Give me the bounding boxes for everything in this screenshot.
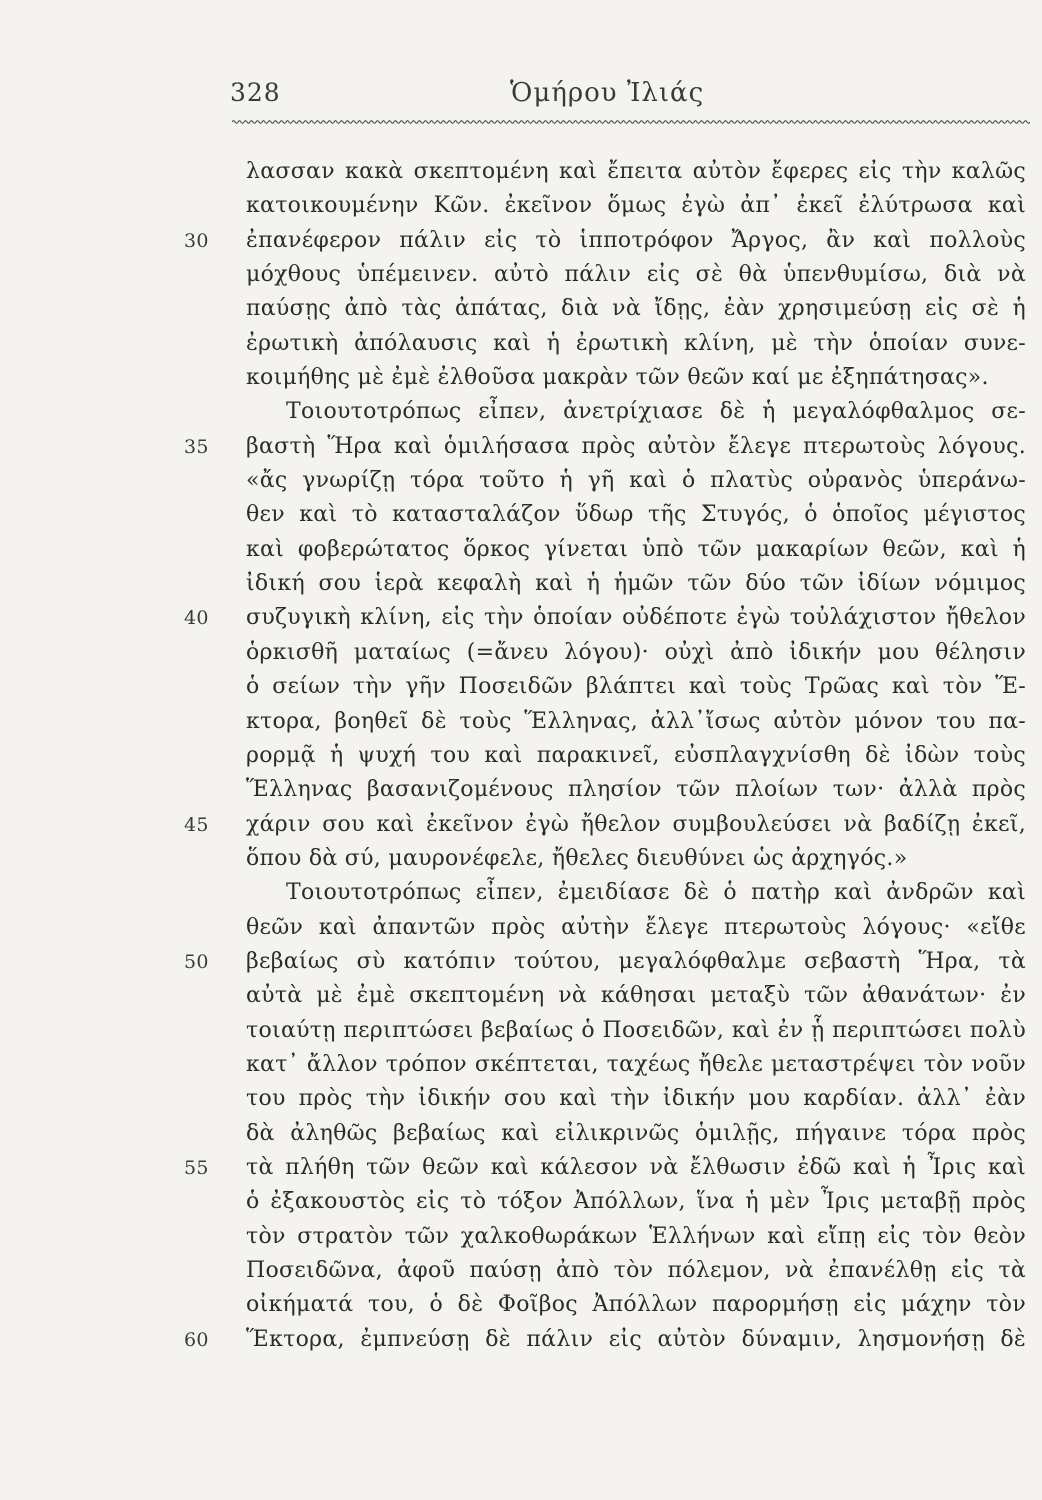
line-text: Ποσειδῶνα, ἀφοῦ παύσῃ ἀπὸ τὸν πόλεμον, νὰ ἐπανέλθῃ εἰς τὰ <box>246 1258 1026 1283</box>
line-text: του πρὸς τὴν ἰδικήν σου καὶ τὴν ἰδικήν μου καρδίαν. ἀλλ᾽ ἐὰν <box>246 1086 1026 1112</box>
line-text: καὶ φοβερώτατος ὅρκος γίνεται ὑπὸ τῶν μακαρίων θεῶν, καὶ ἡ <box>246 536 1026 562</box>
line-text: ὁρκισθῆ ματαίως (=ἄνευ λόγου)· οὐχὶ ἀπὸ ἰδικήν μου θέλησιν <box>246 639 1026 665</box>
text-line <box>246 670 1026 704</box>
line-text: «ἄς γνωρίζῃ τόρα τοῦτο ἡ γῆ καὶ ὁ πλατὺς οὐρανὸς ὑπεράνω- <box>246 468 1026 494</box>
text-line <box>246 292 1026 326</box>
text-line <box>246 189 1026 223</box>
text-line <box>246 1117 1026 1151</box>
text-line <box>246 739 1026 773</box>
text-line <box>246 361 1026 395</box>
text-line <box>246 911 1026 945</box>
running-title: Ὁμήρου Ἰλιάς <box>510 78 705 108</box>
line-text: ὁ ἐξακουστὸς εἰς τὸ τόξον Ἀπόλλων, ἵνα ἡ μὲν Ἶρις μεταβῇ πρὸς <box>246 1189 1026 1215</box>
line-text: ἐρωτικὴ ἀπόλαυσις καὶ ἡ ἐρωτικὴ κλίνη, μὲ τὴν ὁποίαν συνε- <box>246 330 1026 356</box>
text-line <box>246 842 1026 876</box>
line-text: Ἕλληνας βασανιζομένους πλησίον τῶν πλοίων των· ἀλλὰ πρὸς <box>246 777 1026 803</box>
text-line <box>184 430 1026 464</box>
text-line <box>246 1288 1026 1322</box>
text-line <box>184 1323 1026 1357</box>
line-text: κατοικουμένην Κῶν. ἐκεῖνον ὅμως ἐγὼ ἀπ᾽ ἐκεῖ ἐλύτρωσα καὶ <box>246 193 1026 219</box>
text-line <box>246 395 1026 429</box>
line-text: τὸν στρατὸν τῶν χαλκοθωράκων Ἑλλήνων καὶ εἴπῃ εἰς τὸν θεὸν <box>246 1223 1026 1249</box>
text-line <box>246 1254 1026 1288</box>
text-line <box>184 808 1026 842</box>
line-text: λασσαν κακὰ σκεπτομένη καὶ ἔπειτα αὐτὸν ἔφερες εἰς τὴν καλῶς <box>246 159 1026 184</box>
text-line <box>246 1185 1026 1219</box>
line-text: κτορα, βοηθεῖ δὲ τοὺς Ἕλληνας, ἀλλ᾽ἴσως αὐτὸν μόνον του πα- <box>246 708 1026 734</box>
line-text: θεν καὶ τὸ κατασταλάζον ὕδωρ τῆς Στυγός, ὁ ὁποῖος μέγιστος <box>246 502 1026 528</box>
line-number: 30 <box>184 229 209 252</box>
line-text: οἰκήματά του, ὁ δὲ Φοῖβος Ἀπόλλων παρορμήσῃ εἰς μάχην τὸν <box>246 1292 1026 1318</box>
line-text: δὰ ἀληθῶς βεβαίως καὶ εἰλικρινῶς ὁμιλῇς, πήγαινε τόρα πρὸς <box>246 1120 1026 1146</box>
line-text: θεῶν καὶ ἀπαντῶν πρὸς αὐτὴν ἔλεγε πτερωτοὺς λόγους· «εἴθε <box>246 914 1026 940</box>
text-line <box>184 1151 1026 1185</box>
text-line <box>246 567 1026 601</box>
text-line <box>184 945 1026 979</box>
line-text: μόχθους ὑπέμεινεν. αὐτὸ πάλιν εἰς σὲ θὰ ὑπενθυμίσω, διὰ νὰ <box>246 262 1026 288</box>
line-number: 55 <box>184 1156 209 1179</box>
line-text: παύσῃς ἀπὸ τὰς ἀπάτας, διὰ νὰ ἴδῃς, ἐὰν χρησιμεύσῃ εἰς σὲ ἡ <box>246 296 1026 322</box>
line-text: ἰδική σου ἱερὰ κεφαλὴ καὶ ἡ ἡμῶν τῶν δύο τῶν ἰδίων νόμιμος <box>246 571 1026 597</box>
line-text: Ἕκτορα, ἐμπνεύσῃ δὲ πάλιν εἰς αὐτὸν δύναμιν, λησμονήσῃ δὲ <box>246 1326 1026 1352</box>
page-header <box>230 78 1030 118</box>
text-line <box>246 533 1026 567</box>
line-number: 35 <box>184 435 209 458</box>
line-text: τὰ πλήθη τῶν θεῶν καὶ κάλεσον νὰ ἔλθωσιν ἐδῶ καὶ ἡ Ἶρις καὶ <box>246 1154 1026 1180</box>
text-line <box>184 224 1026 258</box>
line-number: 60 <box>184 1328 209 1351</box>
text-line <box>246 1048 1026 1082</box>
header-wavy-rule <box>232 118 1030 126</box>
line-text: κατ᾽ ἄλλον τρόπον σκέπτεται, ταχέως ἤθελε μεταστρέψει τὸν νοῦν <box>246 1051 1026 1077</box>
body-text <box>184 155 1026 1357</box>
text-line <box>246 1014 1026 1048</box>
text-line <box>246 1082 1026 1116</box>
line-text: αὐτὰ μὲ ἐμὲ σκεπτομένη νὰ κάθησαι μεταξὺ τῶν ἀθανάτων· ἐν <box>246 983 1026 1009</box>
line-text: ὅπου δὰ σύ, μαυρονέφελε, ἤθελες διευθύνει ὡς ἀρχηγός.» <box>246 845 908 871</box>
line-text: συζυγικὴ κλίνη, εἰς τὴν ὁποίαν οὐδέποτε ἐγὼ τοὐλάχιστον ἤθελον <box>246 605 1026 631</box>
text-line <box>246 1220 1026 1254</box>
text-line <box>246 464 1026 498</box>
text-line <box>246 327 1026 361</box>
text-line <box>246 636 1026 670</box>
line-number: 40 <box>184 607 209 630</box>
page-number: 328 <box>230 78 281 107</box>
text-line <box>184 601 1026 635</box>
line-text: Τοιουτοτρόπως εἶπεν, ἐμειδίασε δὲ ὁ πατὴρ καὶ ἀνδρῶν καὶ <box>286 880 1026 906</box>
text-line <box>246 498 1026 532</box>
line-text: τοιαύτῃ περιπτώσει βεβαίως ὁ Ποσειδῶν, καὶ ἐν ᾗ περιπτώσει πολὺ <box>246 1017 1026 1043</box>
line-text: κοιμήθης μὲ ἐμὲ ἐλθοῦσα μακρὰν τῶν θεῶν καί με ἐξηπάτησας». <box>246 365 989 391</box>
line-text: Τοιουτοτρόπως εἶπεν, ἀνετρίχιασε δὲ ἡ μεγαλόφθαλμος σε- <box>286 399 1026 425</box>
line-number: 45 <box>184 813 209 836</box>
line-text: χάριν σου καὶ ἐκεῖνον ἐγὼ ἤθελον συμβουλεύσει νὰ βαδίζῃ ἐκεῖ, <box>246 811 1026 837</box>
text-line <box>246 705 1026 739</box>
text-line <box>246 876 1026 910</box>
text-line <box>246 773 1026 807</box>
text-line <box>246 155 1026 189</box>
text-line <box>246 258 1026 292</box>
line-text: ρορμᾷ ἡ ψυχή του καὶ παρακινεῖ, εὐσπλαγχνίσθη δὲ ἰδὼν τοὺς <box>246 742 1026 768</box>
text-line <box>246 979 1026 1013</box>
line-text: βεβαίως σὺ κατόπιν τούτου, μεγαλόφθαλμε σεβαστὴ Ἥρα, τὰ <box>246 948 1026 974</box>
line-text: ἐπανέφερον πάλιν εἰς τὸ ἱπποτρόφον Ἄργος, ἂν καὶ πολλοὺς <box>246 227 1026 253</box>
line-text: ὁ σείων τὴν γῆν Ποσειδῶν βλάπτει καὶ τοὺς Τρῶας καὶ τὸν Ἕ- <box>246 674 1026 700</box>
line-number: 50 <box>184 950 209 973</box>
line-text: βαστὴ Ἥρα καὶ ὁμιλήσασα πρὸς αὐτὸν ἔλεγε πτερωτοὺς λόγους. <box>246 433 1026 459</box>
